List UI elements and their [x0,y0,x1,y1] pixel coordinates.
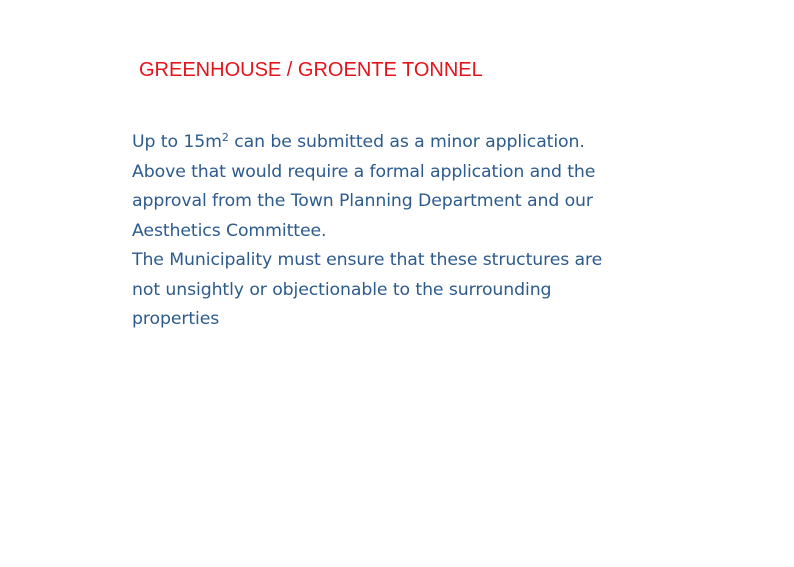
text-line: Up to 15m [132,132,222,152]
text-line: not unsightly or objectionable to the surrounding [132,279,552,300]
text-line: can be submitted as a minor application. [228,132,585,152]
text-line: Above that would require a formal application and the [132,161,596,182]
body-text [132,128,732,335]
text-line: The Municipality must ensure that these structures are [132,250,603,270]
superscript-squared: 2 [221,131,229,145]
text-line: approval from the Town Planning Department and our [132,191,593,211]
slide-title: GREENHOUSE / GROENTE TONNEL [139,59,483,81]
paragraph-municipality [132,246,732,335]
text-line: Aesthetics Committee. [132,220,327,241]
text-line: properties [132,309,220,329]
paragraph-minor-application [132,128,732,246]
